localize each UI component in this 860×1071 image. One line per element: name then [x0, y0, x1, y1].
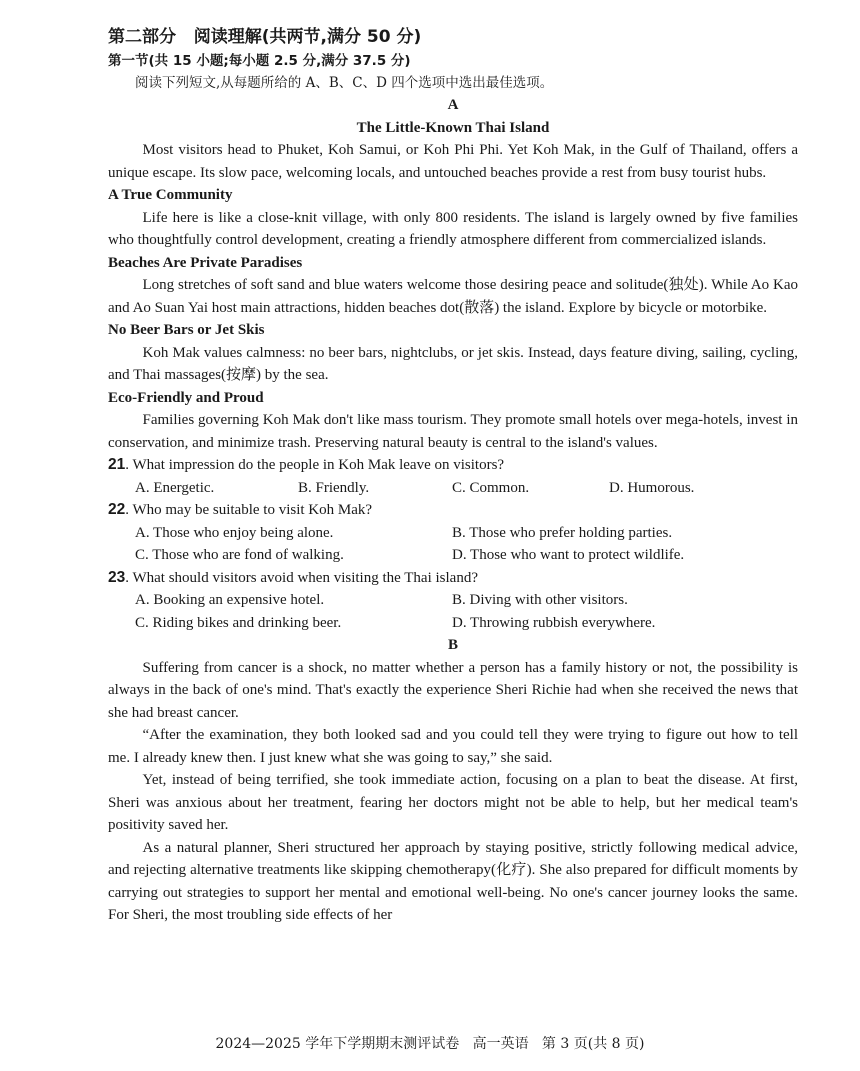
- options-21: [108, 477, 798, 500]
- option-b: B. Friendly.: [298, 479, 370, 496]
- question-stem: What should visitors avoid when visiting the Thai island?: [132, 569, 478, 586]
- question-number: 23: [108, 568, 126, 586]
- question-23: 23. What should visitors avoid when visiting the Thai island?: [108, 568, 478, 586]
- section-body: Koh Mak values calmness: no beer bars, nightclubs, or jet skis. Instead, days feature diving, sailing, cycling, and Thai massages(按摩) by the sea.: [108, 344, 798, 383]
- section-body: Life here is like a close-knit village, with only 800 residents. The island is largely owned by five families who thoughtfully control development, creating a friendly atmosphere different from commercialized islands.: [108, 209, 798, 248]
- option-a: A. Booking an expensive hotel.: [135, 592, 325, 608]
- passage-b-paragraph: “After the examination, they both looked sad and you could tell they were trying to figure out how to tell me. I already knew then. I just knew what she was going to say,” she said.: [108, 727, 798, 766]
- question-22: 22. Who may be suitable to visit Koh Mak?: [108, 501, 373, 518]
- option-a: A. Those who enjoy being alone.: [135, 524, 334, 541]
- options-23: [108, 589, 798, 634]
- option-d: D. Humorous.: [609, 479, 695, 496]
- question-21: 21. What impression do the people in Koh Mak leave on visitors?: [108, 456, 505, 473]
- passage-b-paragraph: Suffering from cancer is a shock, no matter whether a person has a family history or not, the possibility is always in the back of one's mind. That's exactly the experience Sheri Richie had when she received the news that she had breast cancer.: [108, 659, 798, 721]
- section-heading: A True Community: [108, 187, 233, 203]
- options-22: [108, 522, 798, 567]
- section-heading: No Beer Bars or Jet Skis: [108, 322, 265, 338]
- option-d: D. Those who want to protect wildlife.: [452, 547, 685, 563]
- option-c: C. Those who are fond of walking.: [135, 547, 344, 563]
- page-footer: 2024—2025 学年下学期期末测评试卷 高一英语 第 3 页(共 8 页): [215, 1036, 645, 1052]
- question-stem: Who may be suitable to visit Koh Mak?: [132, 502, 373, 518]
- passage-a-intro: Most visitors head to Phuket, Koh Samui, or Koh Phi Phi. Yet Koh Mak, in the Gulf of Thailand, offers a unique escape. Its slow pace, welcoming locals, and untouched beaches provide a rest from busy tourist hubs.: [108, 142, 798, 181]
- section-heading: Beaches Are Private Paradises: [108, 254, 303, 271]
- passage-b-paragraph: Yet, instead of being terrified, she took immediate action, focusing on a plan to beat the disease. At first, Sheri was anxious about her treatment, fearing her doctors might not be able to help, but her medical team's positivity saved her.: [108, 772, 798, 833]
- option-a: A. Energetic.: [135, 479, 215, 496]
- section-heading: Eco-Friendly and Proud: [108, 389, 264, 406]
- question-number: 22: [108, 501, 126, 518]
- passage-a-label: A: [447, 97, 459, 113]
- passage-b-paragraph: As a natural planner, Sheri structured her approach by staying positive, strictly following medical advice, and rejecting alternative treatments like skipping chemotherapy(化疗). She also prepared for difficult moments by carrying out strategies to support her mental and emotional well-being. No one's cancer journey looks the same. For Sheri, the most troubling side effects of her: [108, 839, 798, 923]
- option-b: B. Those who prefer holding parties.: [452, 524, 673, 541]
- option-d: D. Throwing rubbish everywhere.: [452, 614, 656, 631]
- passage-b-label: B: [447, 637, 458, 653]
- question-stem: What impression do the people in Koh Mak leave on visitors?: [132, 457, 505, 473]
- passage-a-title: The Little-Known Thai Island: [356, 119, 550, 136]
- section-body: Long stretches of soft sand and blue waters welcome those desiring peace and solitude(独处). While Ao Kao and Ao Suan Yai host main attractions, hidden beaches dot(散落) the island. Explore by bicycle or motorbike.: [108, 277, 798, 316]
- question-number: 21: [108, 456, 126, 473]
- option-b: B. Diving with other visitors.: [452, 592, 628, 608]
- instruction: 阅读下列短文,从每题所给的 A、B、C、D 四个选项中选出最佳选项。: [135, 75, 554, 91]
- section-body: Families governing Koh Mak don't like mass tourism. They promote small hotels over mega-hotels, invest in conservation, and minimize trash. Preserving natural beauty is central to the island's values.: [108, 412, 798, 451]
- option-c: C. Common.: [452, 479, 530, 496]
- section-title: 第一节(共 15 小题;每小题 2.5 分,满分 37.5 分): [108, 53, 411, 69]
- part-title: 第二部分 阅读理解(共两节,满分 50 分): [108, 27, 422, 47]
- option-c: C. Riding bikes and drinking beer.: [135, 614, 342, 631]
